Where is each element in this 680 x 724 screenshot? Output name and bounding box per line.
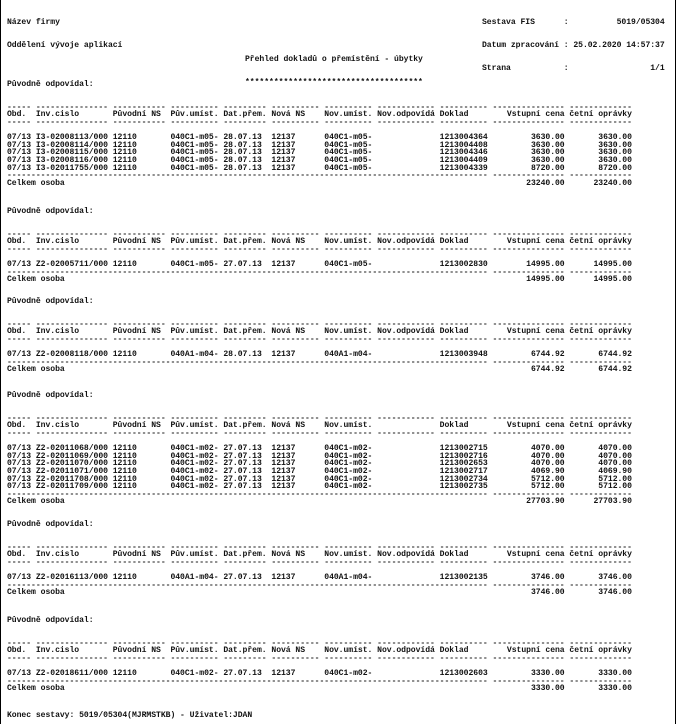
total-row: Celkem osoba 3746.00 3746.00 [7,588,632,598]
header-rule: ----- --------------- ----------- ---------- --------- ---------- ---------- ------------ ---------- --------------- ------------- [7,653,632,663]
group-label: Původně odpovídal: [7,297,94,306]
table-row: 07/13 I3-02008114/000 12110 040C1-m05- 28.07.13 12137 040C1-m05- 1213004408 3630.00 3630.00 [7,140,632,150]
total-row: Celkem osoba 3330.00 3330.00 [7,684,632,694]
table-row: 07/13 Z2-02011709/000 12110 040C1-m02- 27.07.13 12137 040C1-m02- 1213002735 5712.00 5712.00 [7,482,632,492]
header-rule: ----- --------------- ----------- ---------- --------- ---------- ---------- ------------ ---------- --------------- ------------- [7,117,632,127]
table-row: 07/13 Z2-02011070/000 12110 040C1-m02- 27.07.13 12137 040C1-m02- 1213002653 4070.00 4070.00 [7,459,632,469]
custodian-group [7,617,632,693]
table-row: 07/13 Z2-02011708/000 12110 040C1-m02- 27.07.13 12137 040C1-m02- 1213002734 5712.00 5712.00 [7,474,632,484]
header-rule: ----- --------------- ----------- ---------- --------- ---------- ---------- ------------ ---------- --------------- ------------- [7,334,632,344]
table-row: 07/13 Z2-02011071/000 12110 040C1-m02- 27.07.13 12137 040C1-m02- 1213002717 4069.90 4069.90 [7,466,632,476]
total-row: Celkem osoba 27703.90 27703.90 [7,497,632,507]
column-header-row: Obd. Inv.cislo Původní NS Pův.umíst. Dat.přem. Nová NS Nov.umíst. Nov.odpovídá Doklad Vstupní cena četní oprávky [7,550,632,560]
group-label: Původně odpovídal: [7,616,94,625]
custodian-group [7,392,632,506]
total-rule: ---------------------------------------------------------------------------------------------------- --------------- ------------- [7,171,632,181]
total-row: Celkem osoba 14995.00 14995.00 [7,275,632,285]
table-row: 07/13 I3-02008115/000 12110 040C1-m05- 28.07.13 12137 040C1-m05- 1213004346 3630.00 3630.00 [7,148,632,158]
spacer [7,306,632,314]
table-row: 07/13 Z2-02005711/000 12110 040C1-m05- 27.07.13 12137 040C1-m05- 1213002830 14995.00 14995.00 [7,260,632,270]
column-header-row: Obd. Inv.cislo Původní NS Pův.umíst. Dat.přem. Nová NS Nov.umíst. Nov.odpovídá Doklad Vstupní cena četní oprávky [7,110,632,120]
header-rule: ----- --------------- ----------- ---------- --------- ---------- ---------- ------------ ---------- --------------- ------------- [7,638,632,648]
table-row: 07/13 I3-02011755/000 12110 040C1-m05- 28.07.13 12137 040C1-m05- 1213004339 8720.00 8720.00 [7,163,632,173]
total-rule: ---------------------------------------------------------------------------------------------------- --------------- ------------- [7,489,632,499]
total-rule: ---------------------------------------------------------------------------------------------------- --------------- ------------- [7,676,632,686]
report-footer: Konec sestavy: 5019/05304(MJRMSTKB) - Uživatel:JDAN [7,711,253,720]
header-rule: ----- --------------- ----------- ---------- --------- ---------- ---------- ------------ ---------- --------------- ------------- [7,102,632,112]
table-row: 07/13 Z2-02008118/000 12110 040A1-m04- 28.07.13 12137 040A1-m04- 1213003948 6744.92 6744.92 [7,350,632,360]
header-rule: ----- --------------- ----------- ---------- --------- ---------- ---------- ------------ ---------- --------------- ------------- [7,244,632,254]
department-name: Oddělení vývoje aplikací [7,40,123,50]
column-header-row: Obd. Inv.cislo Původní NS Pův.umíst. Dat.přem. Nová NS Nov.umíst. Nov.odpovídá Doklad Vstupní cena četní oprávky [7,646,632,656]
total-row: Celkem osoba 6744.92 6744.92 [7,365,632,375]
table-row: 07/13 I3-02008113/000 12110 040C1-m05- 28.07.13 12137 040C1-m05- 1213004364 3630.00 3630.00 [7,133,632,143]
custodian-group [7,77,632,188]
column-header-row: Obd. Inv.cislo Původní NS Pův.umíst. Dat.přem. Nová NS Nov.umíst. Nov.odpovídá Doklad Vstupní cena četní oprávky [7,327,632,337]
header-rule: ----- --------------- ----------- ---------- --------- ---------- ---------- ------------ ---------- --------------- ------------- [7,229,632,239]
header-rule: ----- --------------- ----------- ---------- --------- ---------- ---------- ------------ ---------- --------------- ------------- [7,557,632,567]
header-rule: ----- --------------- ----------- ---------- --------- ---------- ---------- ------------ ---------- --------------- ------------- [7,428,632,438]
spacer [7,89,632,97]
header-left [7,4,122,65]
total-rule: ---------------------------------------------------------------------------------------------------- --------------- ------------- [7,580,632,590]
report-title: Přehled dokladů o přemístění - úbytky [245,55,423,65]
column-header-row: Obd. Inv.cislo Původní NS Pův.umíst. Dat.přem. Nová NS Nov.umíst. Nov.odpovídá Doklad Vstupní cena četní oprávky [7,237,632,247]
custodian-group [7,208,632,284]
header-rule: ----- --------------- ----------- ---------- --------- ---------- ---------- ------------ ---------- --------------- ------------- [7,319,632,329]
spacer [7,216,632,224]
company-name: Název firmy [7,18,60,28]
table-row: 07/13 I3-02008116/000 12110 040C1-m05- 28.07.13 12137 040C1-m05- 1213004409 3630.00 3630.00 [7,155,632,165]
spacer [7,625,632,633]
table-row: 07/13 Z2-02016113/000 12110 040A1-m04- 27.07.13 12137 040A1-m04- 1213002135 3746.00 3746.00 [7,573,632,583]
total-rule: ---------------------------------------------------------------------------------------------------- --------------- ------------- [7,357,632,367]
report-id-line: Sestava FIS : 5019/05304 [482,18,665,28]
header-right [482,4,665,88]
total-rule: ---------------------------------------------------------------------------------------------------- --------------- ------------- [7,267,632,277]
total-row: Celkem osoba 23240.00 23240.00 [7,178,632,188]
custodian-group [7,521,632,597]
group-label: Původně odpovídal: [7,391,94,400]
column-header-row: Obd. Inv.cislo Původní NS Pův.umíst. Dat.přem. Nová NS Nov.umíst. Doklad Vstupní cena četní oprávky [7,421,632,431]
page-number-line: Strana : 1/1 [482,63,665,73]
header-rule: ----- --------------- ----------- ---------- --------- ---------- ---------- ------------ ---------- --------------- ------------- [7,413,632,423]
custodian-group [7,298,632,374]
table-row: 07/13 Z2-02011069/000 12110 040C1-m02- 27.07.13 12137 040C1-m02- 1213002716 4070.00 4070.00 [7,451,632,461]
group-label: Původně odpovídal: [7,520,94,529]
processing-date-line: Datum zpracování : 25.02.2020 14:57:37 [482,40,665,50]
header-rule: ----- --------------- ----------- ---------- --------- ---------- ---------- ------------ ---------- --------------- ------------- [7,542,632,552]
group-label: Původně odpovídal: [7,80,94,89]
table-row: 07/13 Z2-02011068/000 12110 040C1-m02- 27.07.13 12137 040C1-m02- 1213002715 4070.00 4070.00 [7,444,632,454]
table-row: 07/13 Z2-02018611/000 12110 040C1-m02- 27.07.13 12137 040C1-m02- 1213002603 3330.00 3330.00 [7,669,632,679]
spacer [7,529,632,537]
spacer [7,400,632,408]
group-label: Původně odpovídal: [7,207,94,216]
title-underline: ************************************* [245,77,423,87]
